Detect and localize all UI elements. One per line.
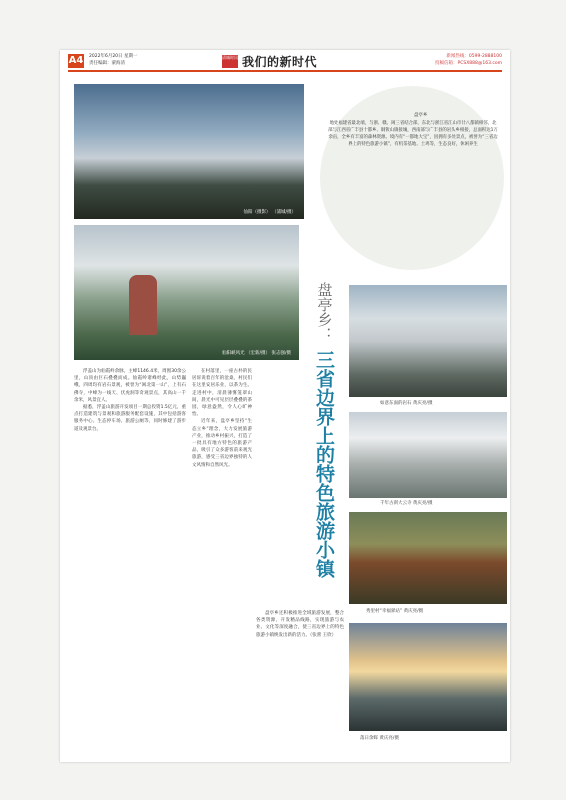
photo-ancient-temple-snow [349, 412, 507, 498]
section-title: 我们的新时代 [242, 55, 318, 69]
intro-place-name: 盘亭乡 [414, 113, 428, 118]
photo-credit: 仙阳峡风光 （宏新/摄） 张志强/摄 [222, 351, 291, 356]
submission-email: 投稿信箱：PCSX888@163.com [434, 61, 502, 66]
issue-date: 2022年6月20日 星期一 [89, 54, 138, 59]
photo-mountain-sea-of-clouds [74, 84, 304, 219]
article-column-3 [256, 610, 344, 639]
photo-caption: 落日余晖 黄庆亮/摄 [360, 736, 399, 741]
photo-sunset [349, 623, 507, 731]
article-column-2 [192, 368, 252, 469]
section-badge: 清城时讯 [222, 55, 238, 68]
photo-caption: 如意东面的岩石 黄庆亮/摄 [380, 401, 433, 406]
header-divider [68, 70, 502, 72]
newspaper-page [60, 50, 510, 762]
photo-happiness-station [349, 512, 507, 604]
page-number: A4 [68, 55, 84, 66]
article-paragraph: 据悉，浮盖山旅游开发项目一期总投资1.5亿元，重点打造建筑与景观和旅游服务配套设施，其中包括游客服务中心、生态停车场、旅游公厕等，同时修建了游步道及观景台。 [74, 405, 186, 432]
article-paragraph: 浮盖山为仙霞岭余脉，主峰1146.4米，周围30余公里，山顶由巨石叠叠而成。仙霞岭诸峰经此，山势巍峨，四周均有岩石景观，被誉为“闽北第一山”，上有石佛寺，中峰为一线天、伏虎洞等奇观景点，其高山一千余米，风景宜人。 [74, 369, 186, 403]
vertical-headline [308, 282, 340, 642]
photo-caption: 秀里村“幸福驿站” 黄庆亮/摄 [366, 609, 424, 614]
editor-credit: 责任编辑：蒙海清 [89, 61, 125, 66]
news-hotline: 新闻热线：0599-2888100 [446, 54, 502, 59]
headline-sub: 盘亭乡： [315, 282, 334, 342]
photo-caption: 千年古刹大云寺 黄庆亮/摄 [380, 501, 433, 506]
red-rock-shape [129, 275, 157, 335]
intro-text: 地处福建省最北端，与浙、赣、闽三省结合部，东北与浙江省江山市廿八都镇相邻，北部与江西省广丰县十都乡、铜钹山镇接壤，西南部与广丰县的岩头乡相接，总面积达1万余亩，全乡有丰富的森林资源。境内有“一都地大宝”，因拥有多处景点，被誉为“三省边界上的特色旅游小镇”，有机茶基地、土鸡等，生态良好，休闲养生 [328, 121, 498, 147]
photo-valley-red-rock [74, 225, 299, 360]
page-header [60, 50, 510, 72]
article-paragraph: 盘亭乡还积极推进全域旅游发展，整合各类资源，开发精品线路，实现旅游与农业、文化等深度融合，使三省边界上的特色旅游小镇焕发出新的活力。（张蕾 王欣） [256, 611, 344, 638]
photo-credit: 仙阳（摄影） （浦城/摄） [243, 210, 296, 215]
headline-main: 三省边界上的特色旅游小镇 [313, 350, 335, 578]
article-paragraph: 在村落里，一座古朴的民居诉说着百年的沧桑，村民们在这里安居乐业，以茶为生。走进村中，清晨薄雾笼罩山间，晨光中可见层层叠叠的茶园，绿意盎然，令人心旷神怡。 [192, 369, 252, 418]
intro-box [310, 86, 506, 276]
article-paragraph: 近年来，盘亭乡坚持“生态立乡”理念，大力发展旅游产业，推动乡村振兴，打造了一批具有地方特色的旅游产品，吸引了众多游客前来观光旅游，感受三省边界独特的人文风情和自然风光。 [192, 419, 252, 468]
article-column-1 [74, 368, 186, 433]
intro-background-circle [320, 86, 504, 270]
photo-frost-trees [349, 285, 507, 397]
